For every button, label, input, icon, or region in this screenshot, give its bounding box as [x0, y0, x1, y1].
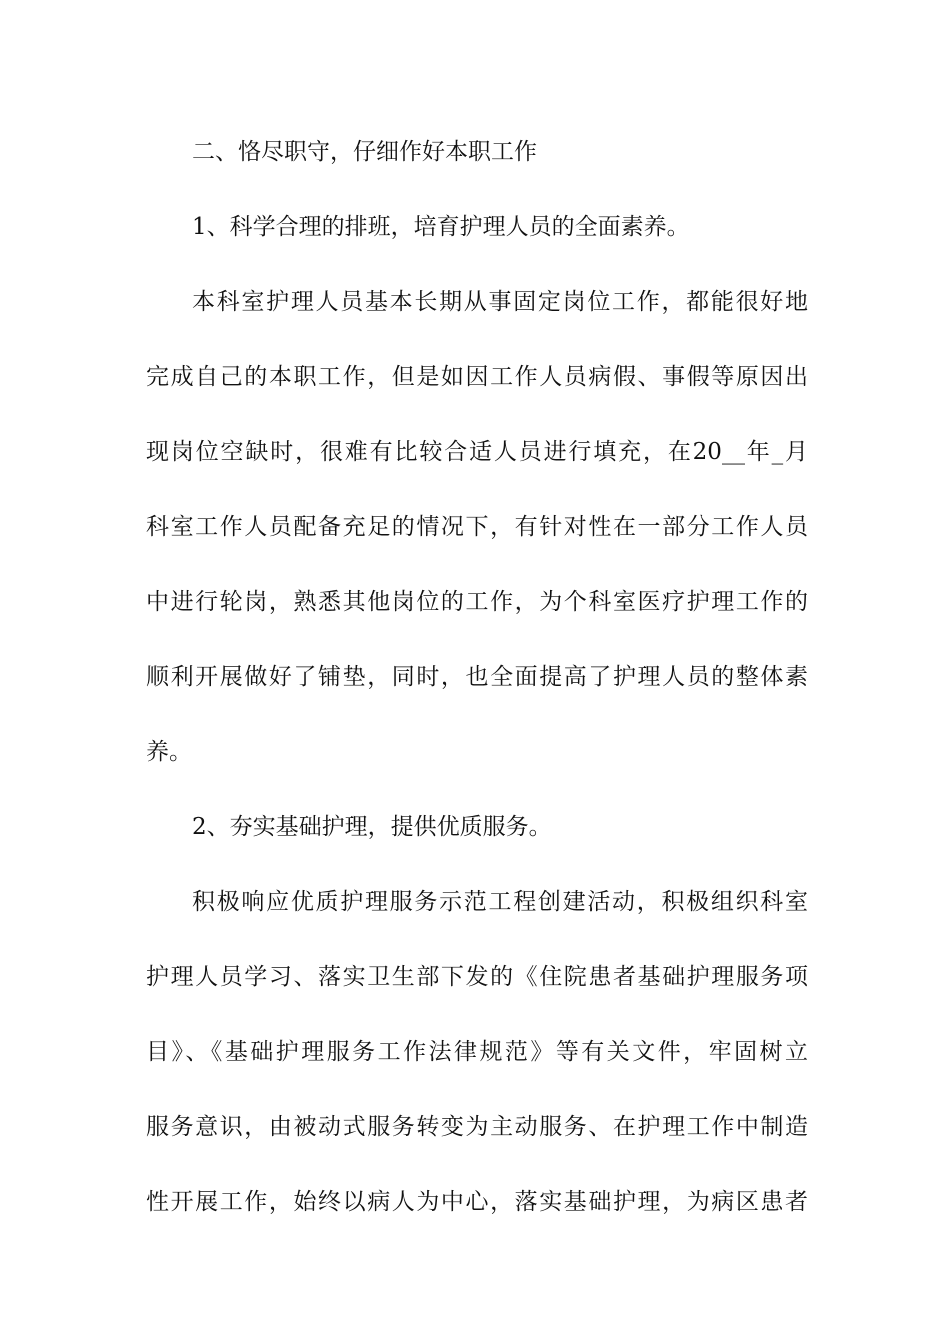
paragraph-line: 科室工作人员配备充足的情况下，有针对性在一部分工作人员: [146, 514, 808, 540]
paragraph-line: 中进行轮岗，熟悉其他岗位的工作，为个科室医疗护理工作的: [146, 589, 808, 615]
paragraph-line: 现岗位空缺时，很难有比较合适人员进行填充，在20__年_月: [146, 439, 808, 465]
section-heading: 二、恪尽职守，仔细作好本职工作: [192, 139, 537, 165]
paragraph-line: 积极响应优质护理服务示范工程创建活动，积极组织科室: [192, 889, 808, 915]
subsection-heading: 2、夯实基础护理，提供优质服务。: [192, 814, 552, 840]
paragraph-line: 养。: [146, 739, 192, 765]
paragraph-line: 护理人员学习、落实卫生部下发的《住院患者基础护理服务项: [146, 964, 808, 990]
paragraph-line: 服务意识，由被动式服务转变为主动服务、在护理工作中制造: [146, 1114, 808, 1140]
paragraph-line: 性开展工作，始终以病人为中心，落实基础护理，为病区患者: [146, 1189, 808, 1215]
paragraph-line: 本科室护理人员基本长期从事固定岗位工作，都能很好地: [192, 289, 808, 315]
subsection-heading: 1、科学合理的排班，培育护理人员的全面素养。: [192, 214, 690, 240]
paragraph-line: 顺利开展做好了铺垫，同时，也全面提高了护理人员的整体素: [146, 664, 808, 690]
paragraph-line: 完成自己的本职工作，但是如因工作人员病假、事假等原因出: [146, 364, 808, 390]
paragraph-line: 目》、《基础护理服务工作法律规范》等有关文件，牢固树立: [146, 1039, 808, 1065]
